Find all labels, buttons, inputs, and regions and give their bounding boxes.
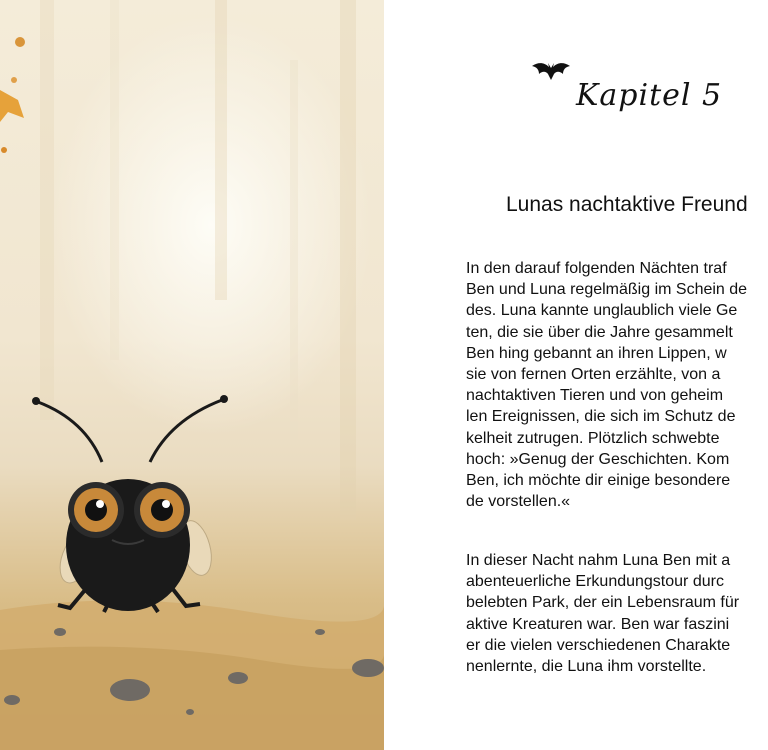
text-line: Ben, ich möchte dir einige besondere (466, 472, 731, 490)
text-line: sie von fernen Orten erzählte, von a (466, 366, 721, 384)
paragraph-1 (466, 258, 747, 512)
text-line: Ben hing gebannt an ihren Lippen, w (466, 344, 727, 362)
text-line: aktive Kreaturen war. Ben war faszini (466, 615, 730, 633)
text-line: des. Luna kannte unglaublich viele Ge (466, 302, 738, 320)
text-line: len Ereignissen, die sich im Schutz de (466, 408, 736, 426)
text-line: ten, die sie über die Jahre gesammelt (466, 323, 733, 341)
text-line: In dieser Nacht nahm Luna Ben mit a (466, 552, 731, 569)
text-line: abenteuerliche Erkundungstour durc (466, 573, 724, 591)
text-line: Ben und Luna regelmäßig im Schein de (466, 281, 748, 299)
text-line: kelheit zutrugen. Plötzlich schwebte (466, 429, 720, 447)
text-line: de vorstellen.« (466, 493, 571, 511)
text-page (384, 0, 768, 750)
text-line: nachtaktiven Tieren und von geheim (466, 387, 724, 405)
text-line: In den darauf folgenden Nächten traf (466, 260, 727, 277)
bat-icon (532, 58, 570, 84)
text-line: nenlernte, die Luna ihm vorstellte. (466, 658, 707, 676)
leaf-splash-icon (0, 37, 25, 153)
text-line: hoch: »Genug der Geschichten. Kom (466, 450, 730, 468)
text-line: er die vielen verschiedenen Charakte (466, 636, 731, 654)
section-title: Lunas nachtaktive Freund (506, 193, 748, 216)
text-line: belebten Park, der ein Lebensraum für (466, 594, 740, 612)
chapter-title: Kapitel 5 (576, 78, 723, 113)
paragraph-2 (466, 550, 739, 677)
